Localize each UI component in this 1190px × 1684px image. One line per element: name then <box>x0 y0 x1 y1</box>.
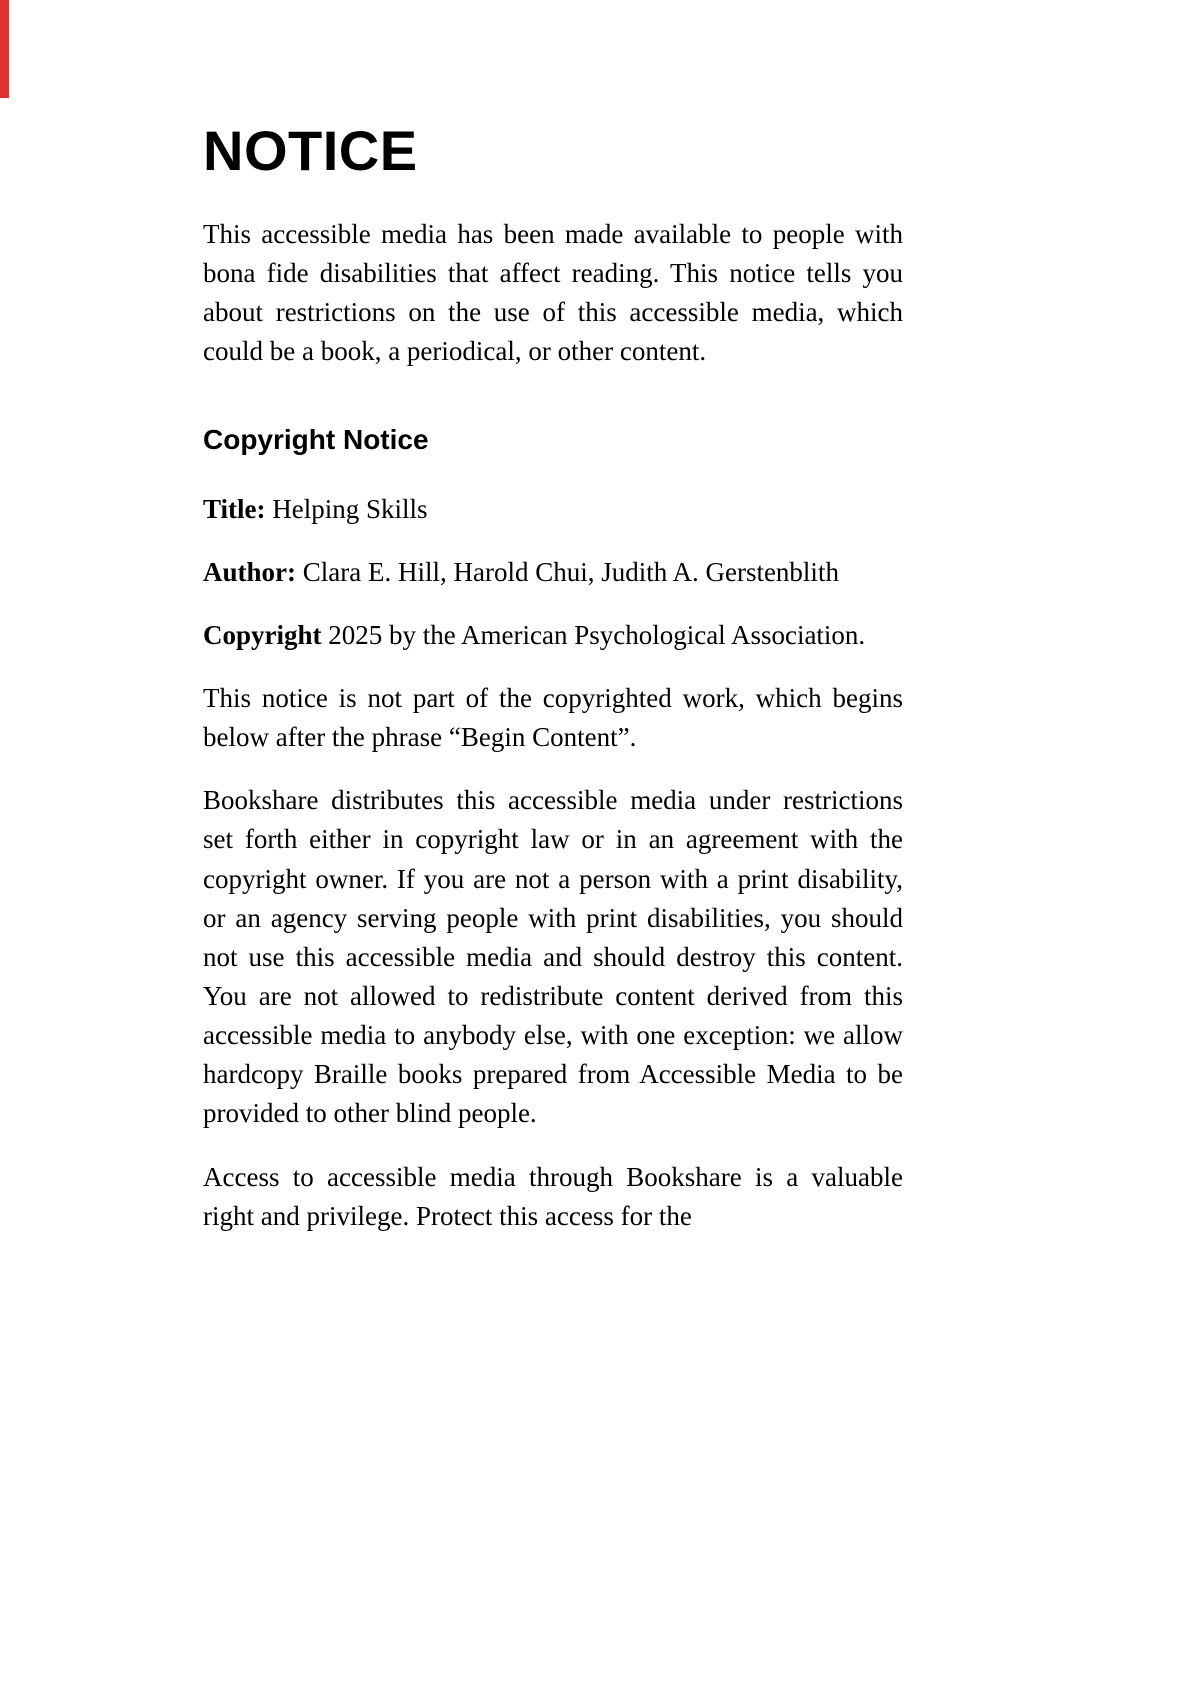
title-label: Title: <box>203 493 266 524</box>
copyright-line <box>203 616 903 655</box>
author-label: Author: <box>203 556 296 587</box>
copyright-label: Copyright <box>203 619 322 650</box>
title-line <box>203 490 903 529</box>
intro-paragraph: This accessible media has been made available to people with bona fide disabilities that affect reading. This notice tells you about restrictions on the use of this accessible media, which could be a book, a periodical, or other content. <box>203 219 903 367</box>
access-paragraph: Access to accessible media through Bookshare is a valuable right and privilege. Protect this access for the <box>203 1161 903 1231</box>
notice-scope-paragraph: This notice is not part of the copyrighted work, which begins below after the phrase “Begin Content”. <box>203 682 903 753</box>
author-line <box>203 553 903 592</box>
title-value: Helping Skills <box>272 493 428 524</box>
copyright-value: 2025 by the American Psychological Association. <box>328 619 866 650</box>
author-value: Clara E. Hill, Harold Chui, Judith A. Gerstenblith <box>302 556 839 587</box>
distribution-paragraph: Bookshare distributes this accessible media under restrictions set forth either in copyright law or in an agreement with the copyright owner. If you are not a person with a print disability, or an agency serving people with print disabilities, you should not use this accessible media and should destroy this content. You are not allowed to redistribute content derived from this accessible media to anybody else, with one exception: we allow hardcopy Braille books prepared from Accessible Media to be provided to other blind people. <box>203 785 903 1129</box>
copyright-notice-heading: Copyright Notice <box>203 423 429 455</box>
notice-heading: NOTICE <box>203 119 418 182</box>
